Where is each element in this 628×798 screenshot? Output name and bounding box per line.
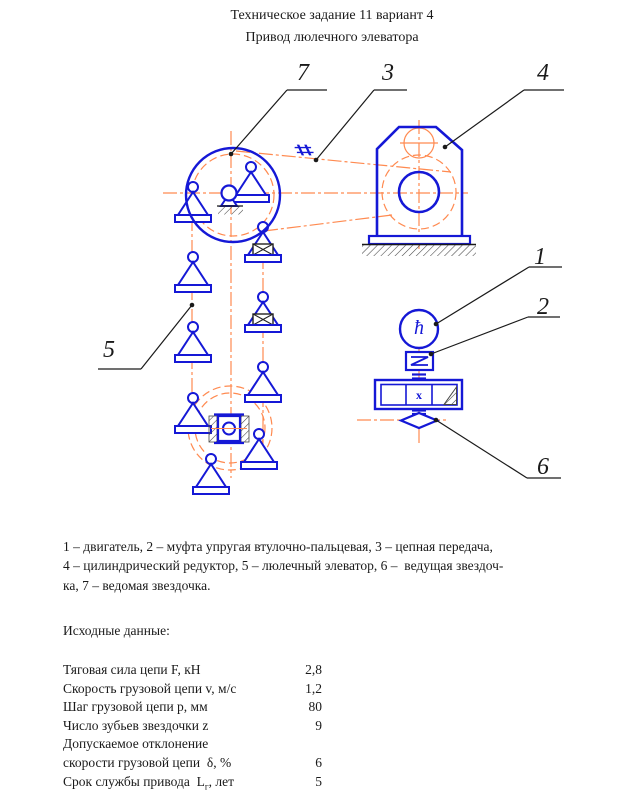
reducer-gear-mark-icon: x xyxy=(416,387,422,402)
callout-1: 1 xyxy=(534,244,546,270)
elevator-shaft-bearing xyxy=(209,415,249,444)
table-row xyxy=(63,680,343,699)
row-value: 2,8 xyxy=(305,662,322,677)
legend-line: 4 – цилиндрический редуктор, 5 – люлечный элеватор, 6 – ведущая звездоч- xyxy=(63,558,504,574)
initial-data-heading: Исходные данные: xyxy=(63,623,170,638)
table-row xyxy=(63,754,343,773)
row-value: 9 xyxy=(315,717,322,733)
row-value: 80 xyxy=(308,699,322,715)
legend-line: 1 – двигатель, 2 – муфта упругая втулочно-пальцевая, 3 – цепная передача, xyxy=(63,539,493,554)
callout-5: 5 xyxy=(103,337,115,363)
row-label: Допускаемое отклонение xyxy=(63,736,209,752)
table-row xyxy=(63,717,343,736)
row-value: 5 xyxy=(315,773,322,789)
table-row xyxy=(63,661,343,680)
row-value: 6 xyxy=(315,754,322,770)
table-row xyxy=(63,773,343,792)
row-label-subscript: г xyxy=(204,781,209,792)
motor-symbol-icon: ħ xyxy=(414,317,424,339)
row-label: Скорость грузовой цепи v, м/с xyxy=(63,680,237,696)
callout-2: 2 xyxy=(537,294,549,320)
row-label: Шаг грузовой цепи p, мм xyxy=(63,699,208,715)
row-label-main: Срок службы привода L xyxy=(63,773,205,789)
callout-6: 6 xyxy=(537,454,549,480)
row-value: 1,2 xyxy=(305,680,322,696)
page-subtitle: Привод люлечного элеватора xyxy=(245,30,419,45)
figure-legend xyxy=(63,537,593,595)
row-label: Тяговая сила цепи F, кН xyxy=(63,662,201,677)
table-row xyxy=(63,698,343,717)
callout-leaders xyxy=(98,90,564,478)
legend-line: ка, 7 – ведомая звездочка. xyxy=(63,577,211,593)
chain-drive-symbol-icon: ♯ xyxy=(292,144,317,156)
table-row xyxy=(63,735,343,754)
drive-sprocket-6 xyxy=(401,413,437,428)
callout-7: 7 xyxy=(297,60,309,86)
row-label: Число зубьев звездочки z xyxy=(63,717,209,733)
callout-4: 4 xyxy=(537,60,549,86)
row-label-tail: , лет xyxy=(208,773,234,789)
initial-data-table xyxy=(63,661,343,791)
row-label: скорости грузовой цепи δ, % xyxy=(63,754,232,770)
page-title: Техническое задание 11 вариант 4 xyxy=(230,8,434,23)
callout-3: 3 xyxy=(382,60,394,86)
row-label xyxy=(63,773,234,792)
